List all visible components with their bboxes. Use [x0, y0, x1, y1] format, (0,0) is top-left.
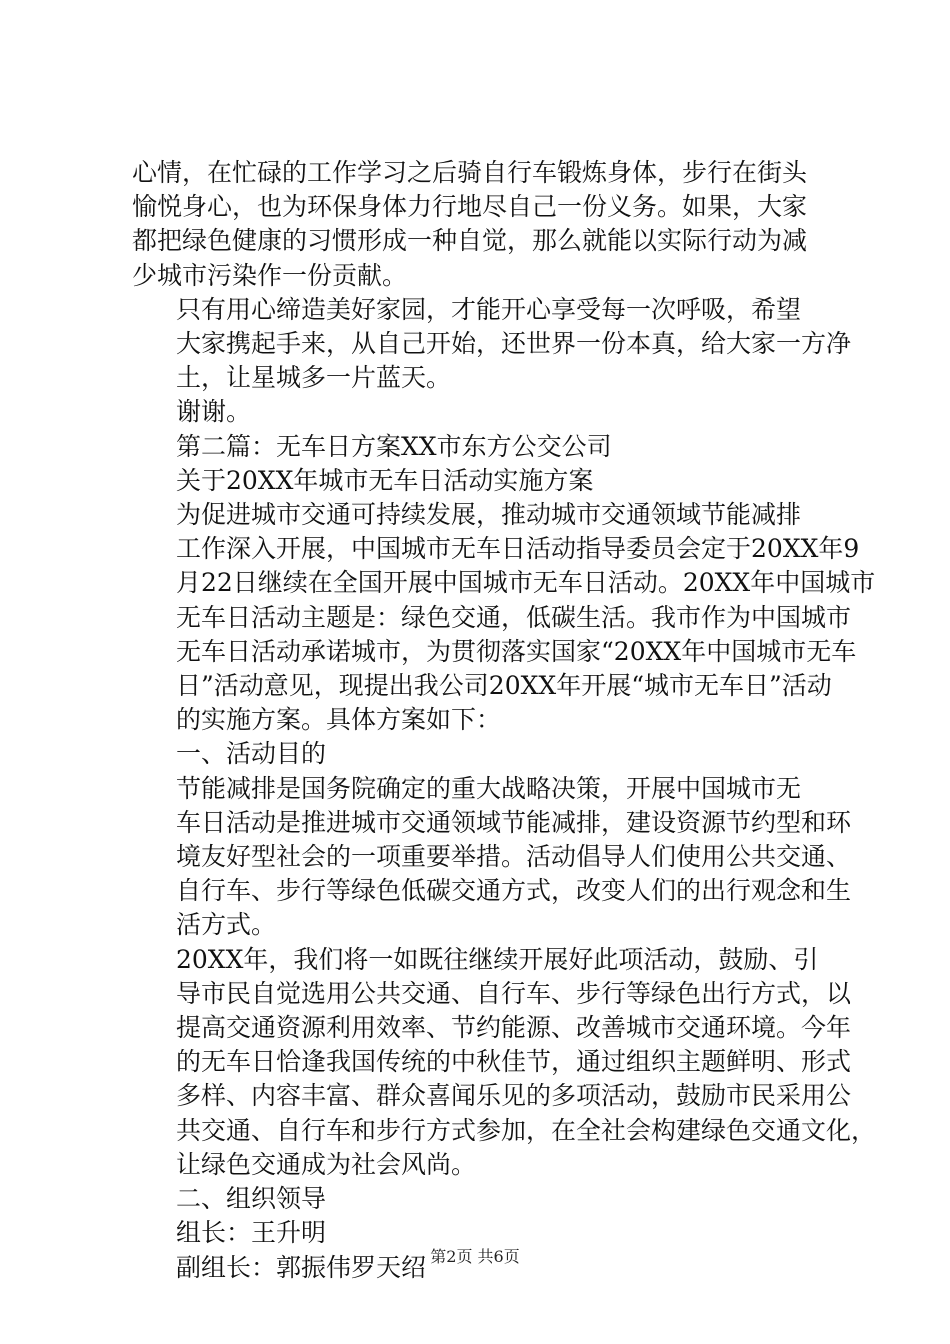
text-line: 的实施方案。具体方案如下： — [176, 705, 502, 735]
text-line: 境友好型社会的一项重要举措。活动倡导人们使用公共交通、 — [176, 842, 852, 872]
document-body — [132, 156, 877, 1285]
text-line: 都把绿色健康的习惯形成一种自觉，那么就能以实际行动为减 — [132, 226, 808, 256]
text-line: 日”活动意见，现提出我公司20XX年开展“城市无车日”活动 — [176, 671, 832, 701]
text-line: 为促进城市交通可持续发展，推动城市交通领域节能减排 — [176, 500, 802, 530]
text-line: 愉悦身心，也为环保身体力行地尽自己一份义务。如果，大家 — [132, 192, 808, 222]
text-line: 工作深入开展，中国城市无车日活动指导委员会定于20XX年9 — [176, 534, 860, 564]
text-line: 只有用心缔造美好家园，才能开心享受每一次呼吸，希望 — [176, 294, 802, 324]
paragraph — [132, 1182, 832, 1216]
paragraph — [132, 464, 832, 498]
text-line: 关于20XX年城市无车日活动实施方案 — [176, 465, 594, 495]
text-line: 无车日活动主题是：绿色交通，低碳生活。我市作为中国城市 — [176, 602, 852, 632]
text-line: 车日活动是推进城市交通领域节能减排，建设资源节约型和环 — [176, 807, 852, 837]
text-line: 组长：王升明 — [176, 1218, 327, 1248]
paragraph — [132, 395, 832, 429]
paragraph — [132, 737, 832, 771]
text-line: 大家携起手来，从自己开始，还世界一份本真，给大家一方净 — [176, 329, 852, 359]
paragraph — [132, 156, 832, 293]
text-line: 活方式。 — [176, 910, 277, 940]
paragraph — [132, 430, 832, 464]
text-line: 副组长：郭振伟罗天绍 — [176, 1252, 427, 1282]
text-line: 心情，在忙碌的工作学习之后骑自行车锻炼身体，步行在街头 — [132, 158, 808, 187]
text-line: 导市民自觉选用公共交通、自行车、步行等绿色出行方式，以 — [176, 978, 852, 1008]
text-line: 节能减排是国务院确定的重大战略决策，开展中国城市无 — [176, 773, 802, 803]
text-line: 月22日继续在全国开展中国城市无车日活动。20XX年中国城市 — [176, 568, 876, 598]
text-line: 第二篇：无车日方案XX市东方公交公司 — [176, 431, 612, 461]
text-line: 让绿色交通成为社会风尚。 — [176, 1149, 477, 1179]
text-line: 无车日活动承诺城市，为贯彻落实国家“20XX年中国城市无车 — [176, 636, 857, 666]
paragraph — [132, 498, 876, 737]
text-line: 土，让星城多一片蓝天。 — [176, 363, 452, 393]
text-line: 二、组织领导 — [176, 1184, 327, 1214]
text-line: 多样、内容丰富、群众喜闻乐见的多项活动，鼓励市民采用公 — [176, 1081, 852, 1111]
page-number-footer: 第2页 共6页 — [430, 1247, 520, 1266]
text-line: 自行车、步行等绿色低碳交通方式，改变人们的出行观念和生 — [176, 876, 852, 906]
text-line: 一、活动目的 — [176, 739, 327, 769]
text-line: 共交通、自行车和步行方式参加，在全社会构建绿色交通文化， — [176, 1115, 877, 1145]
text-line: 少城市污染作一份贡献。 — [132, 260, 408, 290]
text-line: 20XX年，我们将一如既往继续开展好此项活动，鼓励、引 — [176, 944, 819, 974]
paragraph — [132, 772, 852, 943]
text-line: 谢谢。 — [176, 397, 252, 427]
text-line: 的无车日恰逢我国传统的中秋佳节，通过组织主题鲜明、形式 — [176, 1047, 852, 1077]
paragraph — [132, 293, 852, 396]
paragraph — [132, 943, 877, 1182]
text-line: 提高交通资源利用效率、节约能源、改善城市交通环境。今年 — [176, 1013, 852, 1043]
